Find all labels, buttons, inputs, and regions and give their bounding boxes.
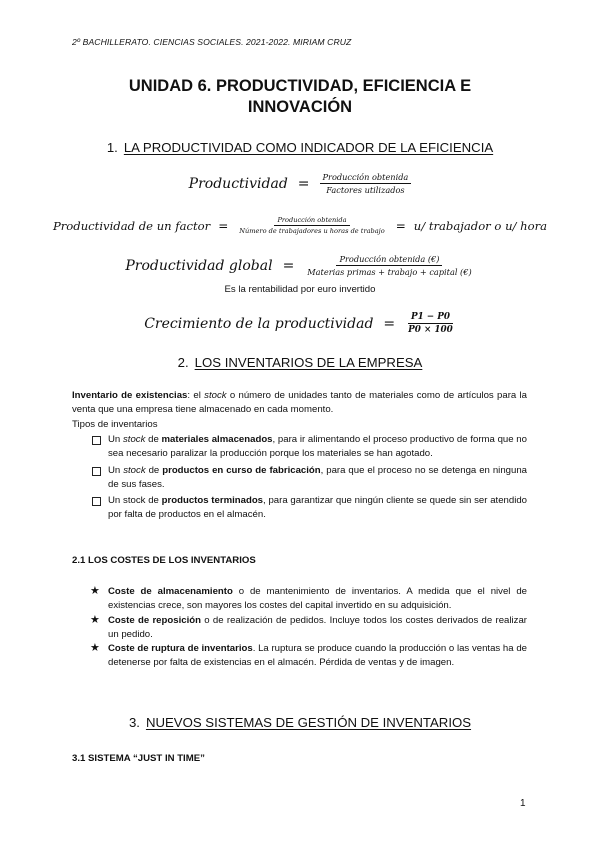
section-3-heading bbox=[0, 715, 600, 730]
section-1-title: LA PRODUCTIVIDAD COMO INDICADOR DE LA EFICIENCIA bbox=[123, 140, 494, 155]
formula-crecimiento bbox=[0, 312, 600, 335]
tipo-stock: stock bbox=[123, 434, 146, 445]
list-item bbox=[90, 642, 527, 671]
section-3-number: 3. bbox=[128, 715, 140, 730]
list-item bbox=[90, 433, 527, 462]
inventario-pre: : el bbox=[187, 390, 205, 401]
equals-sign: = bbox=[395, 218, 406, 233]
coste-rest: o de realización de pedidos. Incluye todos los costes derivados de realizar un pedido. bbox=[108, 614, 527, 640]
tipo-bold: productos en curso de fabricación bbox=[162, 464, 321, 476]
checkbox-icon bbox=[92, 497, 101, 506]
formula-crecimiento-lhs: Crecimiento de la productividad bbox=[144, 315, 374, 332]
section-3-title: NUEVOS SISTEMAS DE GESTIÓN DE INVENTARIOS bbox=[145, 715, 472, 730]
tipos-list bbox=[90, 433, 527, 523]
section-2-title: LOS INVENTARIOS DE LA EMPRESA bbox=[194, 355, 423, 370]
formula-factor-fraction bbox=[236, 216, 387, 235]
tipo-rest: , para ir alimentando el proceso productivo de forma que no sea necesario paralizar la producción porque los materiales se han agotado. bbox=[108, 434, 527, 460]
formula-productividad-lhs: Productividad bbox=[188, 175, 288, 192]
formula-productividad-fraction bbox=[320, 172, 412, 195]
star-bullet-icon: ★ bbox=[90, 612, 100, 626]
equals-sign: = bbox=[383, 315, 396, 332]
denominator: Factores utilizados bbox=[326, 185, 405, 195]
star-bullet-icon: ★ bbox=[90, 641, 100, 655]
inventario-term: Inventario de existencias bbox=[72, 390, 188, 401]
title-line-2: INNOVACIÓN bbox=[247, 98, 353, 116]
checkbox-icon bbox=[92, 467, 101, 476]
formula-productividad-factor bbox=[0, 216, 600, 235]
formula-productividad-global bbox=[0, 254, 600, 277]
star-bullet-icon: ★ bbox=[90, 584, 100, 597]
tipo-pre: Un bbox=[108, 464, 124, 476]
tipo-pre: Un stock de bbox=[108, 495, 162, 507]
section-2-heading bbox=[0, 355, 600, 370]
coste-rest: o de mantenimiento de inventarios. A medida que el nivel de existencias crece, son mayores los costes del capital invertido en su adquisición. bbox=[108, 586, 527, 612]
page-number: 1 bbox=[520, 798, 526, 809]
list-item bbox=[90, 614, 527, 643]
coste-bold: Coste de reposición bbox=[108, 614, 201, 626]
formula-crecimiento-fraction bbox=[405, 312, 456, 335]
list-item bbox=[90, 585, 527, 614]
formula-global-lhs: Productividad global bbox=[125, 257, 273, 274]
coste-bold: Coste de almacenamiento bbox=[108, 586, 233, 597]
tipo-rest: , para garantizar que ningún cliente se quede sin ser atendido por falta de productos en el almacén. bbox=[108, 495, 528, 521]
global-note: Es la rentabilidad por euro invertido bbox=[224, 284, 376, 295]
tipo-stock: stock bbox=[123, 464, 146, 476]
tipo-bold: productos terminados bbox=[161, 495, 264, 507]
equals-sign: = bbox=[297, 175, 310, 192]
inventario-paragraph bbox=[72, 389, 527, 432]
coste-bold: Coste de ruptura de inventarios bbox=[108, 643, 253, 655]
formula-global-fraction bbox=[304, 254, 474, 277]
denominator: Materias primas + trabajo + capital (€) bbox=[307, 267, 472, 277]
inventario-definition: o número de unidades tanto de materiales como de artículos para la venta que una empresa tiene almacenado en cada momento. bbox=[72, 390, 527, 416]
list-item bbox=[90, 494, 527, 523]
formula-productividad bbox=[0, 172, 600, 195]
inventario-stock: stock bbox=[204, 390, 227, 401]
page-header: 2º BACHILLERATO. CIENCIAS SOCIALES. 2021-2022. MIRIAM CRUZ bbox=[72, 37, 352, 47]
list-item bbox=[90, 464, 527, 493]
tipo-mid: de bbox=[145, 464, 163, 476]
section-1-heading bbox=[0, 140, 600, 155]
numerator: Producción obtenida bbox=[320, 172, 412, 184]
tipo-rest: , para que el proceso no se detenga en ninguna de sus fases. bbox=[108, 464, 527, 490]
tipos-label: Tipos de inventarios bbox=[72, 418, 158, 430]
formula-factor-rhs: u/ trabajador o u/ hora bbox=[413, 218, 548, 233]
numerator: Producción obtenida bbox=[274, 216, 349, 226]
checkbox-icon bbox=[92, 436, 101, 445]
title-line-1: UNIDAD 6. PRODUCTIVIDAD, EFICIENCIA E bbox=[128, 77, 472, 95]
tipo-mid: de bbox=[145, 434, 162, 445]
tipo-pre: Un bbox=[108, 434, 123, 445]
equals-sign: = bbox=[218, 218, 229, 233]
subsection-2-1-heading: 2.1 LOS COSTES DE LOS INVENTARIOS bbox=[72, 555, 256, 566]
section-1-number: 1. bbox=[106, 140, 118, 155]
tipo-bold: materiales almacenados bbox=[161, 434, 273, 445]
section-2-number: 2. bbox=[177, 355, 189, 370]
page-title bbox=[60, 76, 540, 118]
numerator: P1 − P0 bbox=[408, 312, 453, 324]
denominator: Número de trabajadores u horas de trabajo bbox=[239, 227, 385, 235]
costes-list bbox=[90, 585, 527, 671]
coste-rest: . La ruptura se produce cuando la producción o las ventas ha de detenerse por falta de existencias en el almacén. Pérdida de ventas y de imagen. bbox=[108, 643, 527, 669]
formula-factor-lhs: Productividad de un factor bbox=[52, 218, 211, 233]
equals-sign: = bbox=[282, 257, 295, 274]
subsection-3-1-heading: 3.1 SISTEMA “JUST IN TIME” bbox=[72, 753, 205, 764]
denominator: P0 × 100 bbox=[408, 325, 453, 335]
numerator: Producción obtenida (€) bbox=[336, 254, 442, 266]
